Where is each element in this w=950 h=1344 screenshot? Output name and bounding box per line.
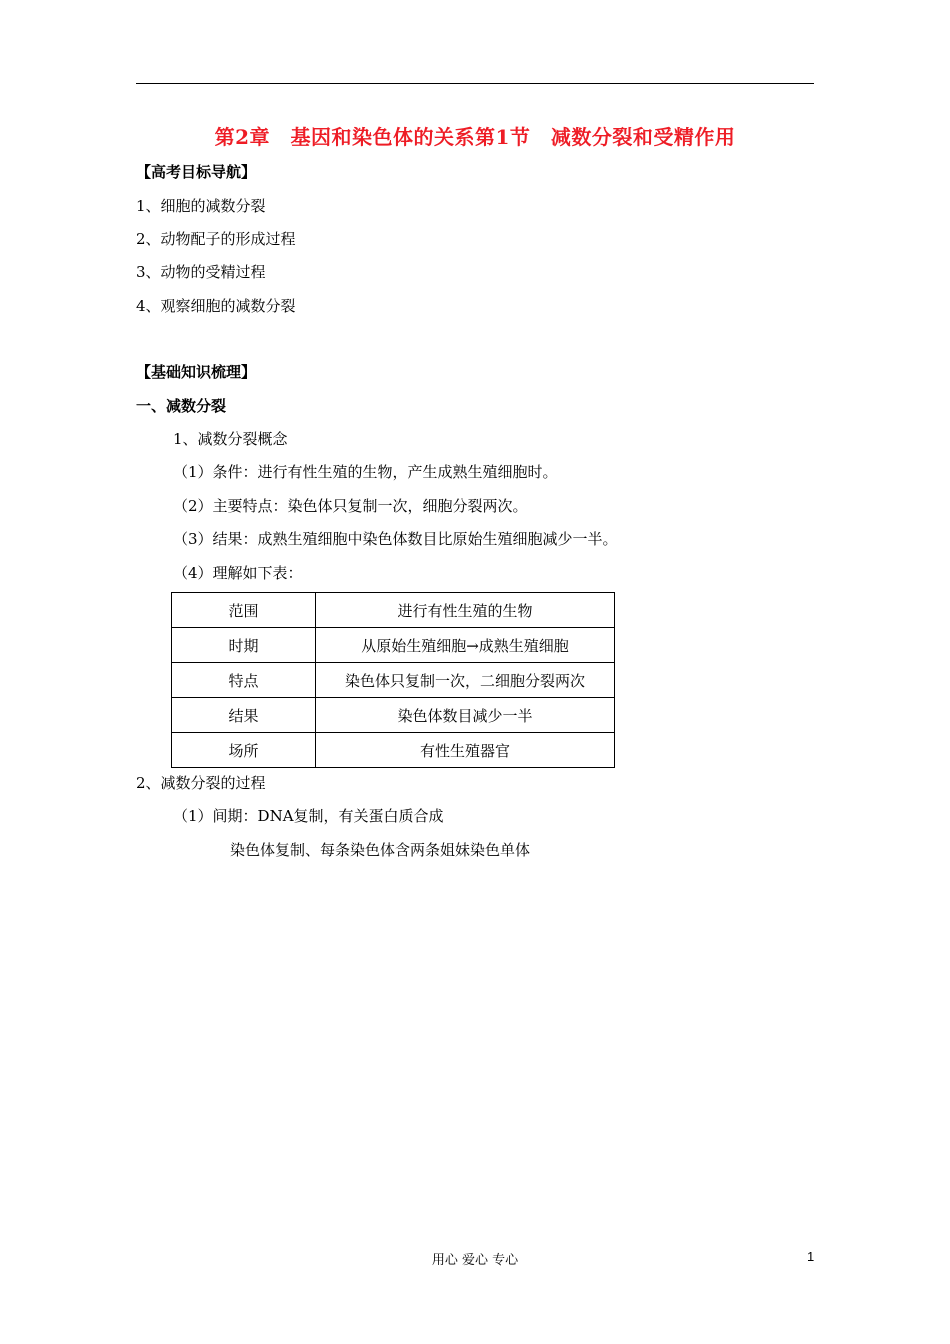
condition-text: （1）条件：进行有性生殖的生物，产生成熟生殖细胞时。 (173, 463, 558, 481)
process-heading: 2、减数分裂的过程 (136, 774, 266, 792)
features-text: （2）主要特点：染色体只复制一次，细胞分裂两次。 (173, 497, 528, 515)
table-cell-label: 结果 (172, 698, 316, 733)
table-row (172, 733, 615, 768)
table-cell-label: 范围 (172, 593, 316, 628)
table-cell-value: 进行有性生殖的生物 (316, 593, 615, 628)
summary-table (171, 592, 615, 768)
concept-heading: 1、减数分裂概念 (173, 430, 288, 448)
goal-item: 3、动物的受精过程 (136, 263, 266, 281)
table-row (172, 628, 615, 663)
table-cell-value: 从原始生殖细胞→成熟生殖细胞 (316, 628, 615, 663)
footer-slogan: 用心 爱心 专心 (431, 1253, 519, 1268)
page-number: 1 (807, 1249, 815, 1264)
table-cell-label: 时期 (172, 628, 316, 663)
basics-heading: 【基础知识梳理】 (136, 363, 257, 381)
goals-heading: 【高考目标导航】 (136, 163, 257, 181)
table-row (172, 593, 615, 628)
interphase-text: （1）间期：DNA复制，有关蛋白质合成 (173, 807, 444, 825)
table-cell-label: 特点 (172, 663, 316, 698)
table-cell-value: 染色体只复制一次，二细胞分裂两次 (316, 663, 615, 698)
table-cell-value: 染色体数目减少一半 (316, 698, 615, 733)
table-row (172, 698, 615, 733)
goal-item: 1、细胞的减数分裂 (136, 197, 266, 215)
table-cell-label: 场所 (172, 733, 316, 768)
document-title: 第2章 基因和染色体的关系第1节 减数分裂和受精作用 (214, 125, 736, 149)
header-rule (136, 83, 814, 84)
interphase-detail: 染色体复制、每条染色体含两条姐妹染色单体 (230, 841, 531, 859)
understand-text: （4）理解如下表： (173, 564, 303, 582)
goal-item: 4、观察细胞的减数分裂 (136, 297, 296, 315)
table-row (172, 663, 615, 698)
result-text: （3）结果：成熟生殖细胞中染色体数目比原始生殖细胞减少一半。 (173, 530, 618, 548)
part-one-heading: 一、减数分裂 (136, 397, 227, 415)
goal-item: 2、动物配子的形成过程 (136, 230, 296, 248)
table-cell-value: 有性生殖器官 (316, 733, 615, 768)
